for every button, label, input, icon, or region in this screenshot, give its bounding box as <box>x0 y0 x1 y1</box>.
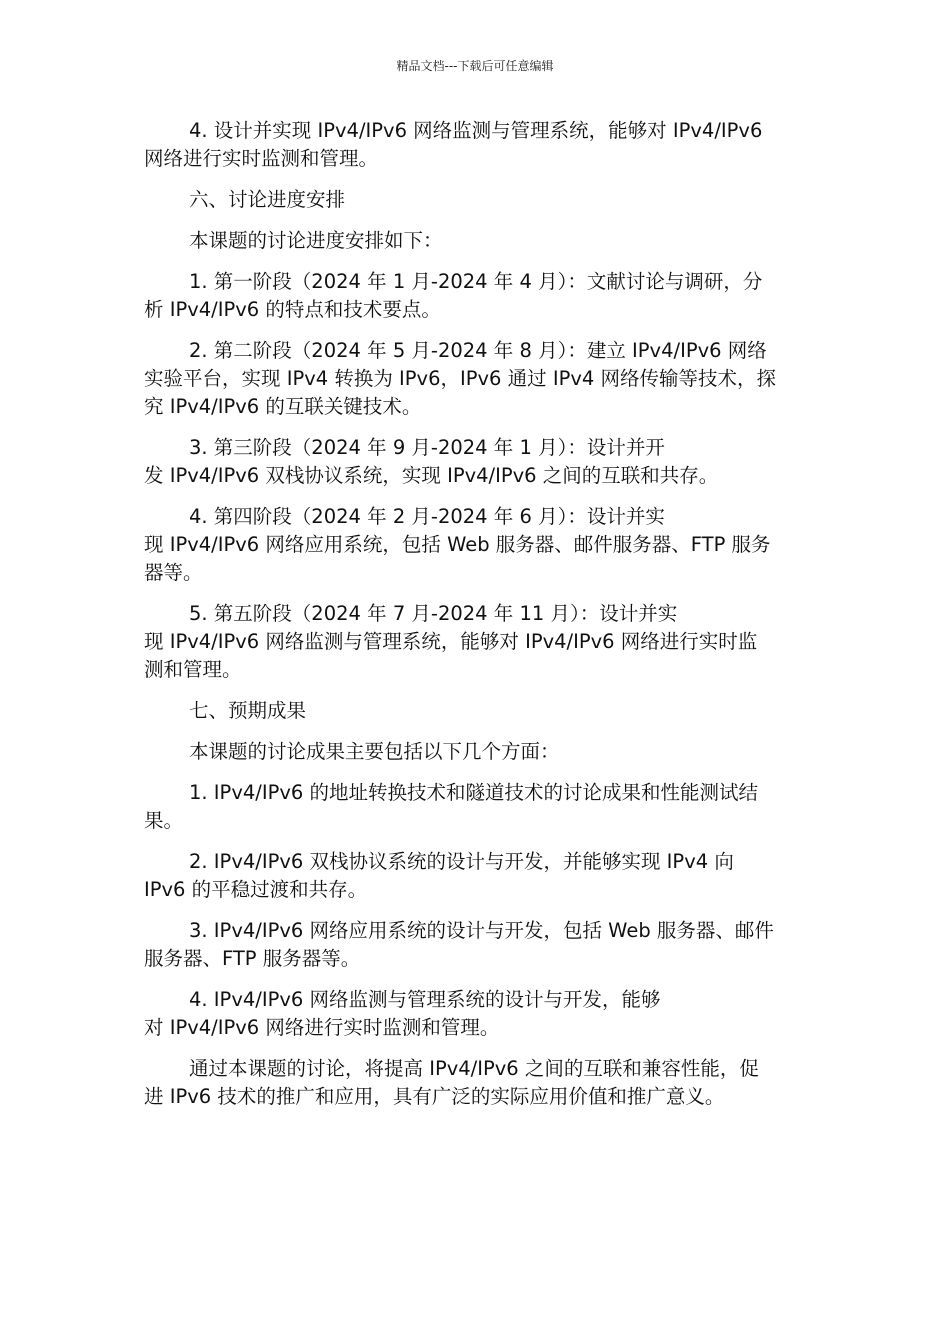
paragraph-line: 通过本课题的讨论，将提高 IPv4/IPv6 之间的互联和兼容性能，促 <box>189 1057 759 1080</box>
paragraph-line: 网络进行实时监测和管理。 <box>144 147 379 170</box>
paragraph-line: 本课题的讨论进度安排如下： <box>189 229 443 252</box>
section-heading-outcomes <box>144 697 808 725</box>
paragraph-line: 现 IPv4/IPv6 网络监测与管理系统，能够对 IPv4/IPv6 网络进行实时监 <box>144 630 758 653</box>
schedule-stage-3 <box>144 434 808 490</box>
heading-text: 七、预期成果 <box>189 699 307 722</box>
paragraph-line: 4. 设计并实现 IPv4/IPv6 网络监测与管理系统，能够对 IPv4/IPv6 <box>189 119 763 142</box>
outcome-item-2 <box>144 848 808 904</box>
paragraph-line: 发 IPv4/IPv6 双栈协议系统，实现 IPv4/IPv6 之间的互联和共存。 <box>144 464 719 487</box>
paragraph-line: 本课题的讨论成果主要包括以下几个方面： <box>189 740 560 763</box>
paragraph-line: 测和管理。 <box>144 658 242 681</box>
section-heading-schedule <box>144 186 808 214</box>
paragraph-line: 究 IPv4/IPv6 的互联关键技术。 <box>144 395 422 418</box>
document-body <box>144 117 808 1124</box>
paragraph-line: 析 IPv4/IPv6 的特点和技术要点。 <box>144 298 441 321</box>
paragraph-line: 3. IPv4/IPv6 网络应用系统的设计与开发，包括 Web 服务器、邮件 <box>189 919 774 942</box>
paragraph-line: 果。 <box>144 809 184 832</box>
paragraph-line: IPv6 的平稳过渡和共存。 <box>144 878 368 901</box>
schedule-stage-5 <box>144 600 808 684</box>
paragraph-line: 1. IPv4/IPv6 的地址转换技术和隧道技术的讨论成果和性能测试结 <box>189 781 758 804</box>
paragraph-line: 2. IPv4/IPv6 双栈协议系统的设计与开发，并能够实现 IPv4 向 <box>189 850 734 873</box>
outcome-item-1 <box>144 779 808 835</box>
schedule-intro <box>144 227 808 255</box>
paragraph-line: 器等。 <box>144 561 203 584</box>
outcomes-intro <box>144 738 808 766</box>
schedule-stage-1 <box>144 268 808 324</box>
paragraph-line: 进 IPv6 技术的推广和应用，具有广泛的实际应用价值和推广意义。 <box>144 1085 725 1108</box>
outcome-item-4 <box>144 986 808 1042</box>
paragraph-line: 4. IPv4/IPv6 网络监测与管理系统的设计与开发，能够 <box>189 988 661 1011</box>
paragraph-line: 对 IPv4/IPv6 网络进行实时监测和管理。 <box>144 1016 500 1039</box>
list-item-design-monitoring <box>144 117 808 173</box>
outcome-item-3 <box>144 917 808 973</box>
paragraph-line: 4. 第四阶段（2024 年 2 月-2024 年 6 月）：设计并实 <box>189 505 665 528</box>
paragraph-line: 3. 第三阶段（2024 年 9 月-2024 年 1 月）：设计并开 <box>189 436 665 459</box>
schedule-stage-2 <box>144 337 808 421</box>
page-header: 精品文档---下载后可任意编辑 <box>396 59 554 73</box>
paragraph-line: 实验平台，实现 IPv4 转换为 IPv6，IPv6 通过 IPv4 网络传输等技术，探 <box>144 367 777 390</box>
paragraph-line: 5. 第五阶段（2024 年 7 月-2024 年 11 月）：设计并实 <box>189 602 678 625</box>
heading-text: 六、讨论进度安排 <box>189 188 346 211</box>
paragraph-line: 服务器、FTP 服务器等。 <box>144 947 361 970</box>
conclusion-paragraph <box>144 1055 808 1111</box>
paragraph-line: 现 IPv4/IPv6 网络应用系统，包括 Web 服务器、邮件服务器、FTP 服务 <box>144 533 771 556</box>
schedule-stage-4 <box>144 503 808 587</box>
paragraph-line: 2. 第二阶段（2024 年 5 月-2024 年 8 月）：建立 IPv4/IPv6 网络 <box>189 339 767 362</box>
paragraph-line: 1. 第一阶段（2024 年 1 月-2024 年 4 月）：文献讨论与调研，分 <box>189 270 763 293</box>
